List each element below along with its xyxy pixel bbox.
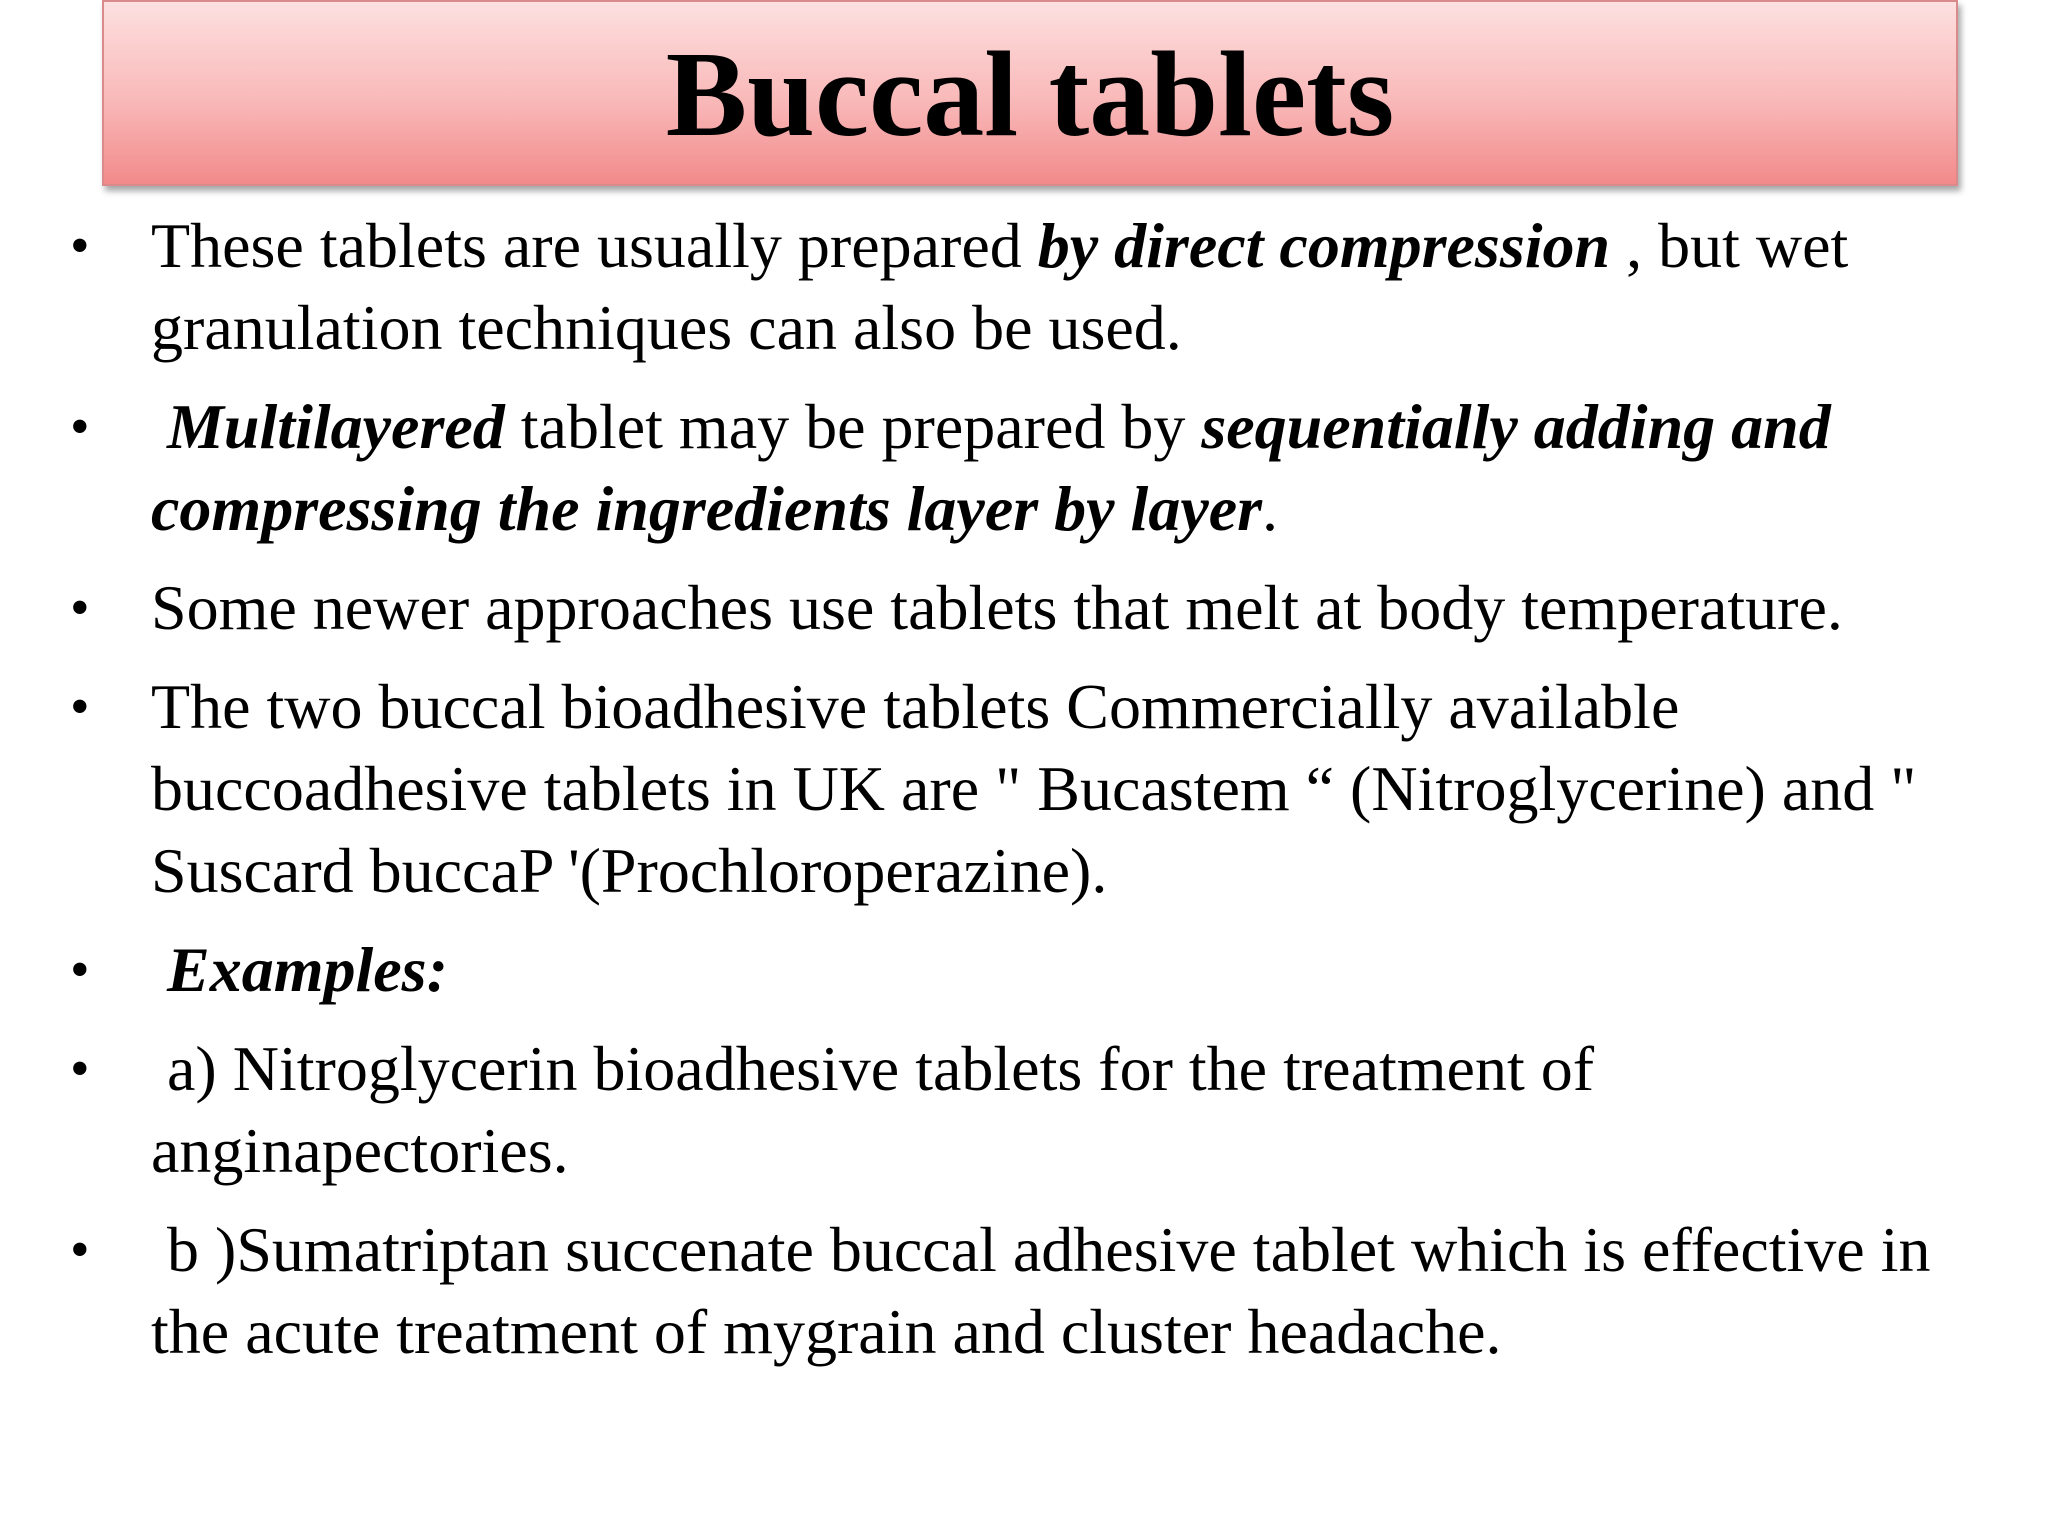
bullet-icon: • bbox=[70, 215, 90, 277]
bullet-icon: • bbox=[70, 577, 90, 639]
list-item bbox=[0, 205, 2048, 369]
list-item bbox=[0, 666, 2048, 912]
examples-heading: Examples: bbox=[167, 934, 448, 1005]
bullet-icon: • bbox=[70, 676, 90, 738]
bullet-text bbox=[151, 934, 167, 1005]
title-banner bbox=[102, 0, 1958, 186]
bullet-icon: • bbox=[70, 939, 90, 1001]
slide-title: Buccal tablets bbox=[665, 27, 1395, 162]
bullet-text: b )Sumatriptan succenate buccal adhesive tablet which is effective in the acute treatment of mygrain and cluster headache. bbox=[151, 1214, 1947, 1367]
bullet-text: a) Nitroglycerin bioadhesive tablets for the treatment of anginapectories. bbox=[151, 1033, 1611, 1186]
list-item bbox=[0, 567, 2048, 649]
bullet-icon: • bbox=[70, 396, 90, 458]
bullet-emphasis: by direct compression bbox=[1037, 210, 1611, 281]
bullet-text: Some newer approaches use tablets that melt at body temperature. bbox=[151, 572, 1843, 643]
bullet-emphasis: sequentially adding and compressing the ingredients layer by layer bbox=[151, 391, 1831, 544]
bullet-icon: • bbox=[70, 1219, 90, 1281]
bullet-text: . bbox=[1262, 473, 1279, 544]
list-item bbox=[0, 1209, 2048, 1373]
list-item bbox=[0, 386, 2048, 550]
bullet-icon: • bbox=[70, 1038, 90, 1100]
list-item bbox=[0, 929, 2048, 1011]
list-item bbox=[0, 1028, 2048, 1192]
bullet-text bbox=[151, 391, 167, 462]
bullet-emphasis: Multilayered bbox=[167, 391, 505, 462]
bullet-text: The two buccal bioadhesive tablets Commercially available buccoadhesive tablets in UK are " Bucastem “ (Nitroglycerine) and " Suscard buccaP '(Prochloroperazine). bbox=[151, 671, 1917, 906]
bullet-list bbox=[0, 205, 2048, 1390]
bullet-text: tablet may be prepared by bbox=[504, 391, 1202, 462]
bullet-text: , but wet granulation techniques can also be used. bbox=[151, 210, 1849, 363]
bullet-text: These tablets are usually prepared bbox=[151, 210, 1038, 281]
